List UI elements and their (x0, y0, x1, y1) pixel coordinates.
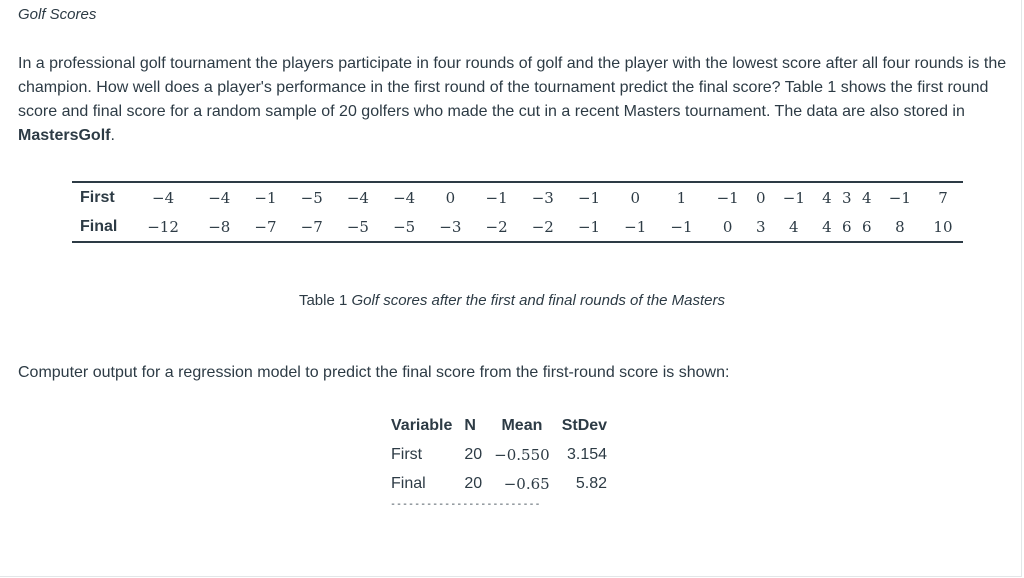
intro-text: In a professional golf tournament the players participate in four rounds of golf and the player with the lowest score after all four rounds is the champion. How well does a player's performance in the first round of the tournament predict the final score? Table 1 shows the first round score and final score for a random sample of 20 golfers who made the cut in a recent Masters tournament. The data are also stored in (18, 55, 1007, 120)
stats-n: 20 (464, 445, 483, 463)
intro-paragraph (18, 52, 1016, 148)
score-cell: −1 (716, 188, 739, 207)
score-cell: −1 (577, 217, 601, 236)
score-cell: 3 (842, 188, 852, 207)
score-cell: −5 (393, 217, 416, 236)
score-cell: −4 (393, 188, 416, 207)
score-cell: 3 (755, 217, 766, 236)
score-cell: −1 (577, 188, 601, 207)
score-cell: −1 (670, 217, 693, 236)
table-caption (0, 292, 1024, 309)
row-label: First (80, 188, 115, 206)
score-cell: −1 (485, 188, 508, 207)
intro-end: . (110, 127, 115, 144)
score-cell: −7 (254, 217, 277, 236)
score-cell: 8 (895, 217, 905, 236)
score-cell: 6 (861, 217, 872, 236)
caption-text: Golf scores after the first and final rounds of the Masters (351, 292, 726, 309)
score-cell: −1 (254, 188, 277, 207)
score-cell: 0 (630, 188, 640, 207)
stats-mean: −0.550 (494, 445, 550, 464)
score-cell: −4 (208, 188, 231, 207)
output-separator: ------------------------- (390, 499, 541, 510)
stats-n: 20 (464, 474, 483, 492)
page-title: Golf Scores (18, 6, 97, 23)
stats-stdev: 3.154 (567, 445, 608, 463)
score-cell: −4 (152, 188, 175, 207)
score-cell: −4 (346, 188, 369, 207)
stats-mean: −0.65 (503, 474, 550, 493)
score-cell: 4 (861, 188, 872, 207)
header-mean: Mean (501, 417, 543, 434)
score-cell: −5 (346, 217, 369, 236)
score-cell: 4 (822, 217, 832, 236)
score-cell: −1 (782, 188, 805, 207)
stats-row (389, 440, 617, 469)
score-cell: −7 (300, 217, 323, 236)
header-stdev: StDev (561, 417, 608, 434)
scores-row-first (72, 182, 963, 212)
header-variable: Variable (391, 417, 453, 434)
output-intro: Computer output for a regression model to predict the final score from the first-round score is shown: (18, 364, 730, 381)
score-cell: 0 (755, 188, 766, 207)
score-cell: 6 (842, 217, 852, 236)
score-cell: −3 (439, 217, 462, 236)
score-cell: −3 (531, 188, 554, 207)
stats-variable: Final (391, 474, 426, 492)
stats-variable: First (391, 445, 423, 463)
score-cell: 4 (789, 217, 799, 236)
score-cell: 0 (445, 188, 456, 207)
score-cell: −8 (208, 217, 231, 236)
score-cell: 0 (722, 217, 733, 236)
stats-row (389, 469, 617, 498)
scores-row-final (72, 212, 963, 242)
score-cell: 4 (822, 188, 832, 207)
header-n: N (464, 417, 476, 434)
score-cell: −12 (147, 217, 179, 236)
score-cell: 10 (933, 217, 953, 236)
score-cell: −2 (485, 217, 508, 236)
golf-scores-table (72, 181, 963, 243)
score-cell: 7 (938, 188, 948, 207)
row-label: Final (80, 217, 118, 235)
stats-header-row (389, 412, 617, 440)
stats-table (389, 412, 617, 498)
caption-prefix: Table 1 (298, 292, 352, 309)
dataset-name: MastersGolf (18, 127, 111, 144)
score-cell: −5 (300, 188, 323, 207)
score-cell: −2 (531, 217, 554, 236)
score-cell: 1 (676, 188, 687, 207)
score-cell: −1 (624, 217, 647, 236)
score-cell: −1 (888, 188, 911, 207)
stats-stdev: 5.82 (575, 474, 608, 492)
